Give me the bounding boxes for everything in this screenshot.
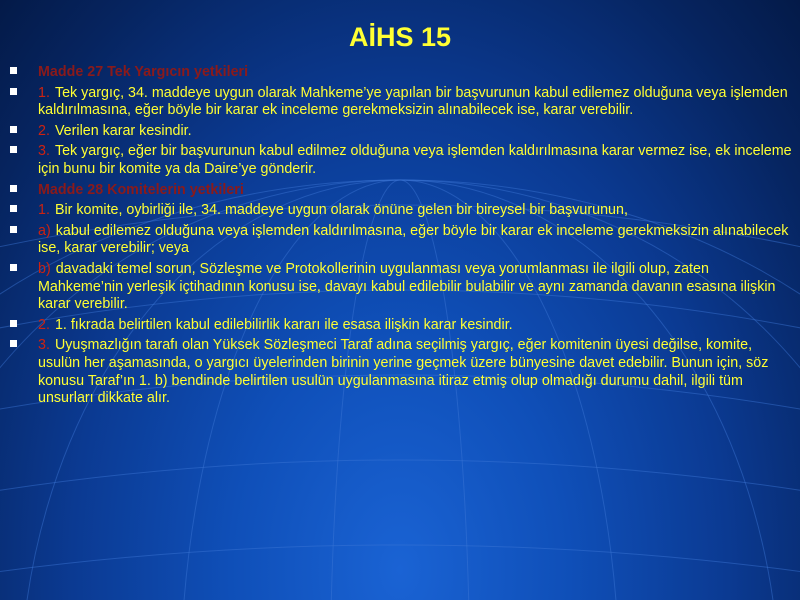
item-number: 2. [38,122,50,139]
item-text: Bir komite, oybirliği ile, 34. maddeye uygun olarak önüne gelen bir bireysel bir başvurunun, [54,202,628,219]
square-bullet-icon [10,88,17,95]
square-bullet-icon [10,264,17,271]
square-bullet-icon [10,226,17,233]
item-number: 2. [38,316,50,333]
item-text: Uyuşmazlığın tarafı olan Yüksek Sözleşmeci Taraf adına seçilmiş yargıç, eğer komitenin üyesi değilse, komite, usulün her aşamasında, o yargıcı üyelerinden birinin yerine geçmek üzere bünyesine davet edebilir. Bunun için, söz konusu Taraf’ın 1. b) bendinde belirtilen usulün uygulanmasına itiraz etmiş olup olmadığı durumu dahil, ilgili tüm unsurları dikkate alır. [38,337,769,407]
item-text: Tek yargıç, 34. maddeye uygun olarak Mahkeme’ye yapılan bir başvurunun kabul edilemez olduğuna veya işlemden kaldırılmasına, eğer böyle bir karar ek inceleme gerekmeksizin alınabilecek ise, karar verebilir. [38,84,788,119]
list-item [8,202,793,220]
list-item [8,182,793,200]
section-heading: Madde 27 Tek Yargıcın yetkileri [38,64,249,80]
item-text: Verilen karar kesindir. [54,122,192,139]
square-bullet-icon [10,126,17,133]
square-bullet-icon [10,340,17,347]
list-item [8,64,793,82]
item-text: 1. fıkrada belirtilen kabul edilebilirlik kararı ile esasa ilişkin karar kesindir. [54,316,513,333]
list-item [8,261,793,314]
list-item [8,143,793,178]
bullet-list [8,64,793,411]
list-item [8,85,793,120]
list-item [8,123,793,141]
item-text: davadaki temel sorun, Sözleşme ve Protokollerinin uygulanması veya yorumlanması ile ilgili olup, zaten Mahkeme’nin yerleşik içtihadının konusu ise, davayı kabul edilebilir bulabilir ve aynı zamanda davanın esasına ilişkin karar verebilir. [38,260,776,313]
section-heading: Madde 28 Komitelerin yetkileri [38,181,244,198]
list-item [8,317,793,335]
item-number: b) [38,260,51,277]
slide-title: AİHS 15 [348,22,452,52]
item-number: 1. [38,84,50,101]
item-text: kabul edilemez olduğuna veya işlemden kaldırılmasına, eğer böyle bir karar ek inceleme gerekmeksizin alınabilecek ise, karar verebilir; veya [38,222,789,257]
square-bullet-icon [10,205,17,212]
item-number: 3. [38,337,50,354]
item-text: Tek yargıç, eğer bir başvurunun kabul edilmez olduğuna veya işlemden kaldırılmasına karar vermez ise, ek inceleme için bunu bir komite ya da Daire’ye gönderir. [38,143,792,177]
square-bullet-icon [10,146,17,153]
item-number: 1. [38,202,50,219]
square-bullet-icon [10,320,17,327]
square-bullet-icon [10,67,17,74]
item-number: a) [38,222,51,239]
list-item [8,223,793,258]
list-item [8,337,793,407]
square-bullet-icon [10,185,17,192]
item-number: 3. [38,143,50,160]
